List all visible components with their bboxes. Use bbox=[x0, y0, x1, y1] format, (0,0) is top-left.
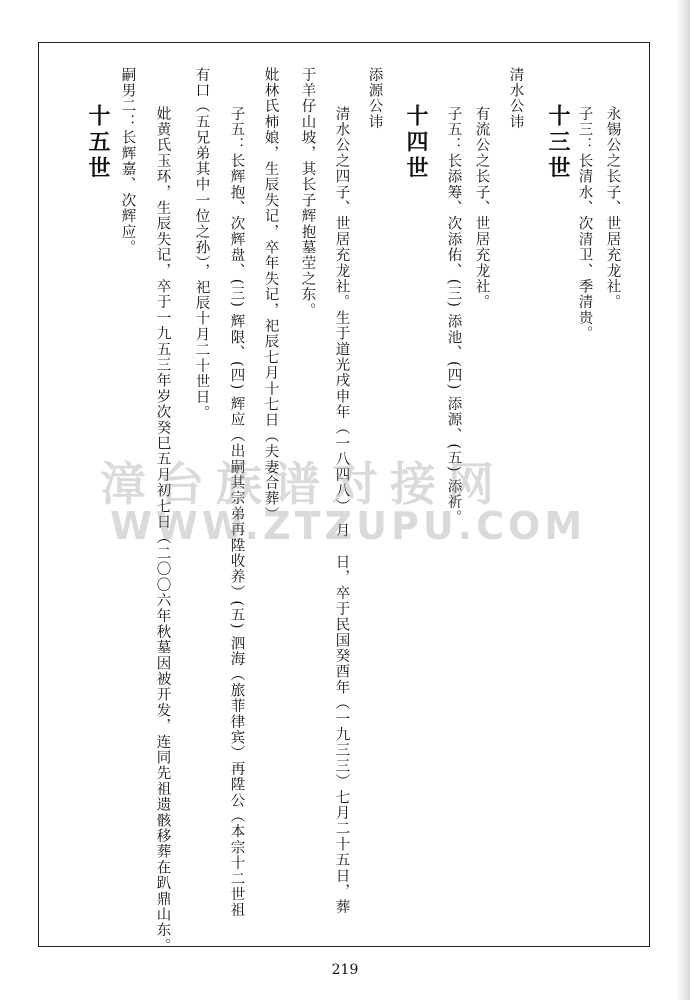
text-column-3: 清水公讳 bbox=[507, 67, 524, 130]
text-column-10: 子五：长辉抱、次辉盘、(三) 辉限、(四) 辉应（出嗣其宗弟再陞收养）(五) 泗海（旅菲律宾）再陞公（本宗十二世祖 bbox=[228, 106, 245, 919]
text-column-6: 添源公讳 bbox=[366, 67, 383, 130]
text-column-13: 嗣男二：长辉嘉、次辉应。 bbox=[119, 67, 136, 256]
text-column-12: 妣黄氏玉环，生辰失记，卒于一九五三年岁次癸巳五月初七日（二〇〇六年秋墓因被开发，连同先祖遗骸移葬在趴鼎山东。 bbox=[154, 106, 171, 954]
generation-heading-15: 十五世 bbox=[85, 104, 111, 182]
text-column-2: 子三：长清水、次清卫、季清贵。 bbox=[576, 106, 593, 342]
watermark-text: 漳台族谱对接网 bbox=[100, 457, 506, 511]
generation-heading-13: 十三世 bbox=[545, 104, 571, 182]
generation-heading-14: 十四世 bbox=[403, 104, 429, 182]
text-column-8: 于羊仔山坡，其长子辉抱墓茔之东。 bbox=[299, 67, 316, 319]
text-column-9: 妣林氏柿娘，生辰失记，卒年失记，祀辰七月十七日（夫妻合葬） bbox=[262, 67, 279, 523]
text-column-5: 子五：长添筹、次添佑、(三) 添池、(四) 添源、(五) 添祈。 bbox=[445, 106, 462, 526]
text-column-11: 有口（五兄弟其中一位之孙），祀辰十月二十世日。 bbox=[193, 67, 210, 421]
text-column-7: 清水公之四子、世居充龙社。生于道光戌申年（一八四八） 月 日，卒于民国癸酉年（一九三三）七月二十五日，葬 bbox=[333, 106, 350, 916]
page-number: 219 bbox=[331, 962, 359, 978]
text-column-1: 永锡公之长子、世居充龙社。 bbox=[604, 106, 621, 311]
watermark-url: WWW.ZTZUPU.COM bbox=[110, 504, 587, 548]
text-column-4: 有流公之长子、世居充龙社。 bbox=[473, 106, 490, 311]
page-edge-shadow bbox=[676, 0, 690, 1000]
